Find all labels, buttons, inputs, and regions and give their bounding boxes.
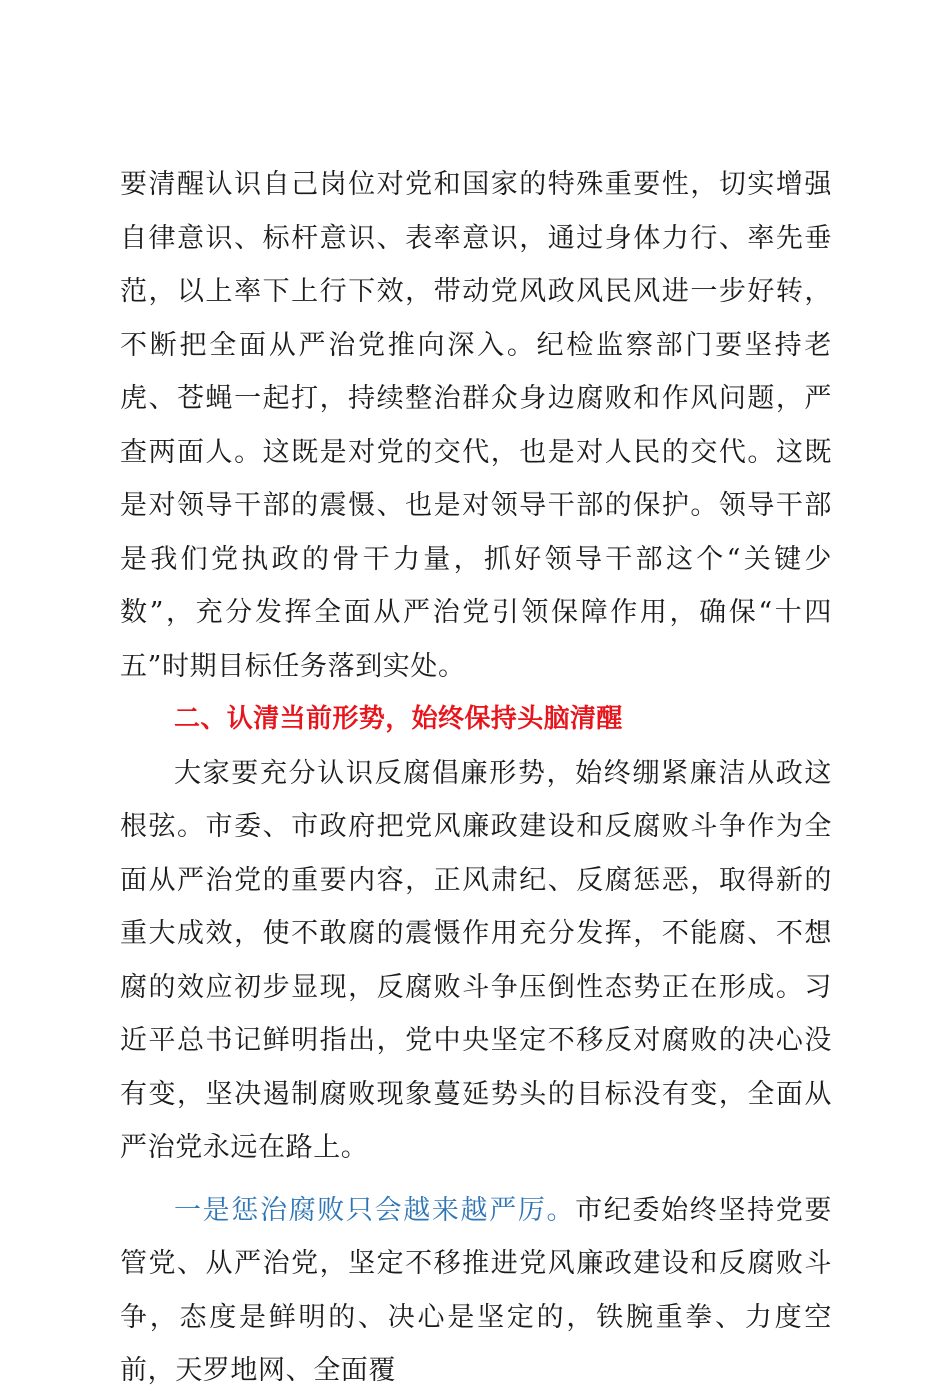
paragraph-2: 大家要充分认识反腐倡廉形势，始终绷紧廉洁从政这根弦。市委、市政府把党风廉政建设和反腐败斗争作为全面从严治党的重要内容，正风肃纪、反腐惩恶，取得新的重大成效，使不敢腐的震慑作用充分发挥，不能腐、不想腐的效应初步显现，反腐败斗争压倒性态势正在形成。习近平总书记鲜明指出，党中央坚定不移反对腐败的决心没有变，坚决遏制腐败现象蔓延势头的目标没有变，全面从严治党永远在路上。	[120, 757, 832, 1163]
document-body	[120, 158, 832, 1398]
paragraph-3-lead: 一是惩治腐败只会越来越严厉。	[174, 1194, 576, 1226]
paragraph-1: 要清醒认识自己岗位对党和国家的特殊重要性，切实增强自律意识、标杆意识、表率意识，通过身体力行、率先垂范，以上率下上行下效，带动党风政风民风进一步好转，不断把全面从严治党推向深入。纪检监察部门要坚持老虎、苍蝇一起打，持续整治群众身边腐败和作风问题，严查两面人。这既是对党的交代，也是对人民的交代。这既是对领导干部的震慑、也是对领导干部的保护。领导干部是我们党执政的骨干力量，抓好领导干部这个“关键少数”，充分发挥全面从严治党引领保障作用，确保“十四五”时期目标任务落到实处。	[120, 169, 832, 682]
paragraph-3	[120, 1184, 832, 1398]
paragraph-3-body: 市纪委始终坚持党要管党、从严治党，坚定不移推进党风廉政建设和反腐败斗争，态度是鲜明的、决心是坚定的，铁腕重拳、力度空前，天罗地网、全面覆	[120, 1194, 832, 1386]
section-heading-2: 二、认清当前形势，始终保持头脑清醒	[174, 704, 623, 734]
